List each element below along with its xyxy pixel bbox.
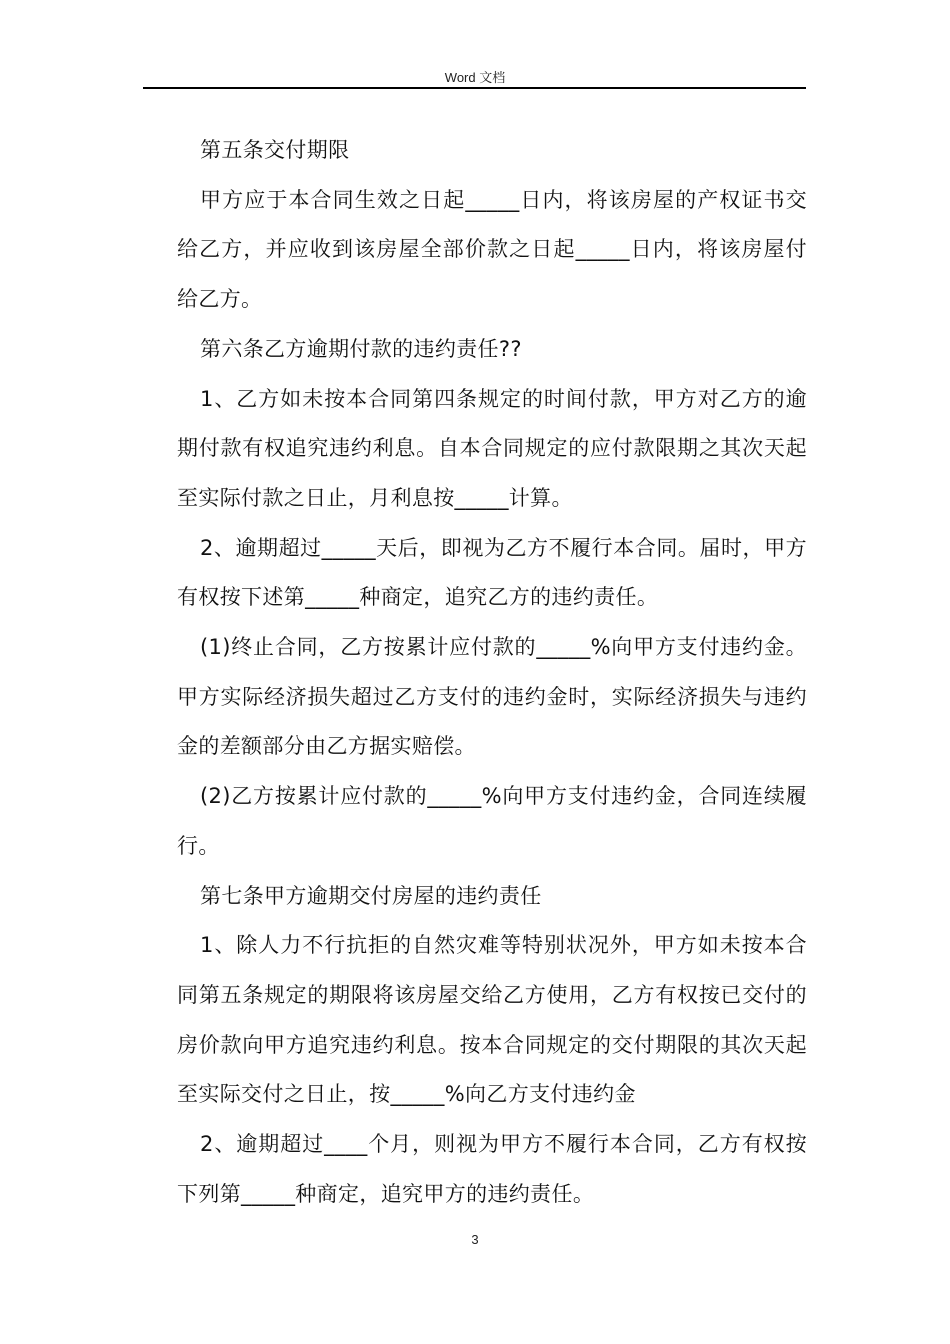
paragraph-article-6-item-1: 1、乙方如未按本合同第四条规定的时间付款，甲方对乙方的逾期付款有权追究违约利息。自本合同规定的应付款限期之其次天起至实际付款之日止，月利息按_____计算。 (177, 386, 807, 510)
paragraph-article-7-item-2: 2、逾期超过____个月，则视为甲方不履行本合同，乙方有权按下列第_____种商定，追究甲方的违约责任。 (177, 1132, 807, 1206)
paragraph-article-5-text: 甲方应于本合同生效之日起_____日内，将该房屋的产权证书交给乙方，并应收到该房屋全部价款之日起_____日内，将该房屋付给乙方。 (177, 187, 807, 312)
paragraph-article-5-title: 第五条交付期限 (200, 138, 350, 162)
paragraph-article-7-title: 第七条甲方逾期交付房屋的违约责任 (200, 883, 542, 908)
paragraph-article-6-option-1: (1)终止合同，乙方按累计应付款的_____%向甲方支付违约金。甲方实际经济损失超过乙方支付的违约金时，实际经济损失与违约金的差额部分由乙方据实赔偿。 (177, 635, 807, 759)
paragraph-article-6-option-2: (2)乙方按累计应付款的_____%向甲方支付违约金，合同连续履行。 (177, 784, 807, 858)
header-divider (143, 87, 806, 89)
paragraph-article-6-item-2: 2、逾期超过_____天后，即视为乙方不履行本合同。届时，甲方有权按下述第_____种商定，追究乙方的违约责任。 (177, 535, 807, 610)
paragraph-article-7-item-1: 1、除人力不行抗拒的自然灾难等特别状况外，甲方如未按本合同第五条规定的期限将该房屋交给乙方使用，乙方有权按已交付的房价款向甲方追究违约利息。按本合同规定的交付期限的其次天起至实际交付之日止，按_____%向乙方支付违约金 (177, 933, 807, 1107)
paragraph-article-6-title: 第六条乙方逾期付款的违约责任?? (200, 336, 522, 361)
page-header-title: Word 文档 (444, 70, 506, 85)
page-number: 3 (471, 1232, 479, 1247)
document-body (177, 126, 807, 1219)
